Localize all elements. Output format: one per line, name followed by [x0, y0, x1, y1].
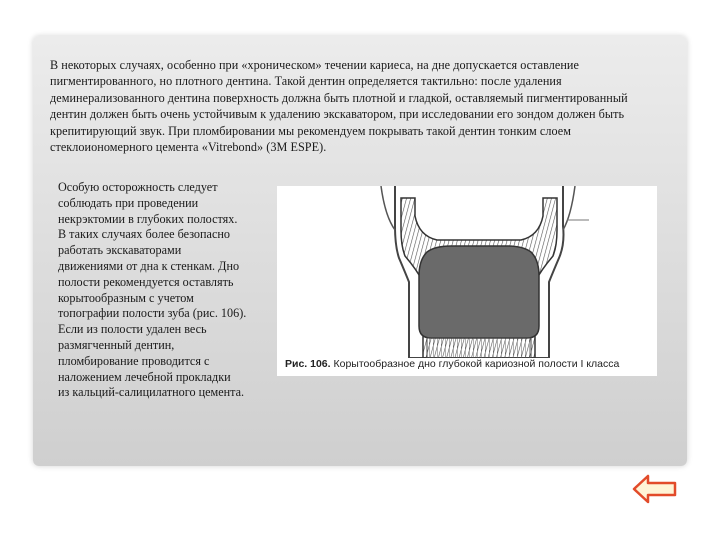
cusp-right: [563, 186, 575, 230]
back-button[interactable]: [632, 474, 678, 504]
tooth-cross-section-illustration: [277, 186, 657, 358]
cusp-left: [381, 186, 395, 230]
side-paragraph: Особую осторожность следует соблюдать при проведении некрэктомии в глубоких полостях. В таких случаях более безопасно работать экскаваторами движениями от дна к стенкам. Дно полости рекомендуется оставлять корытообразным с учетом топографии полости зуба (рис. 106). Если из полости удален весь размягченный дентин, пломбирование проводится с наложением лечебной прокладки из кальций-салицилатного цемента.: [58, 180, 247, 400]
cavity: [419, 246, 539, 338]
intro-paragraph: В некоторых случаях, особенно при «хроническом» течении кариеса, на дне допускается оставление пигментированного, но плотного дентина. Такой дентин определяется тактильно: после удаления деминерализованного дентина поверхность должна быть плотной и гладкой, оставляемый пигментированный дентин должен быть очень устойчивым к удалению экскаватором, при исследовании его зондом должен быть крепитирующий звук. При пломбировании мы рекомендуем покрывать такой дентин тонким слоем стеклоиономерного цемента «Vitrebond» (3М ESPE).: [50, 58, 628, 155]
left-arrow-icon: [632, 474, 678, 504]
figure-label: Рис. 106.: [285, 358, 331, 370]
pulp-area: [427, 338, 531, 358]
figure-caption: [285, 358, 619, 370]
tooth-figure: [277, 186, 657, 376]
figure-caption-text: Корытообразное дно глубокой кариозной полости I класса: [333, 358, 620, 370]
